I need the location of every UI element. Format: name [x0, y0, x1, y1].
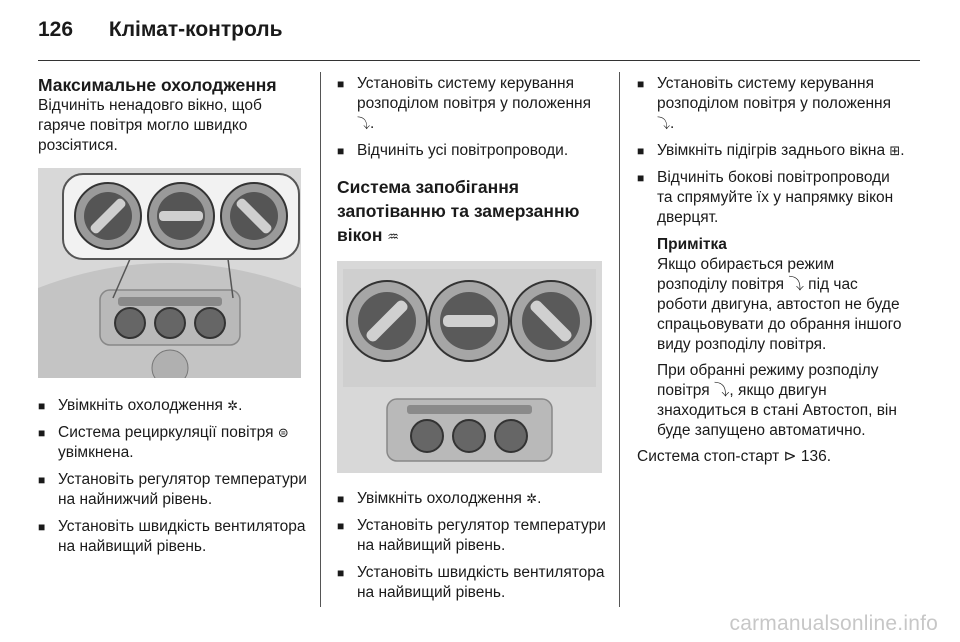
- page-number: 126: [38, 18, 74, 41]
- page-header: [38, 18, 283, 42]
- list-item: ■ Установіть регулятор температури на найвищий рівень.: [337, 516, 607, 556]
- list-item: ■ Установіть систему керування розподілом повітря у положення ⤵.: [637, 74, 905, 134]
- note-title: Примітка: [657, 236, 727, 253]
- intro-text: Відчиніть ненадовго вікно, щоб гаряче повітря могло швидко розсіятися.: [38, 97, 262, 154]
- column-divider: [619, 72, 620, 607]
- list-item: ■ Увімкніть підігрів заднього вікна ⊞.: [637, 141, 905, 161]
- list-item: ■ Увімкніть охолодження ✲.: [38, 396, 310, 416]
- column-2: [337, 74, 607, 610]
- column-divider: [320, 72, 321, 607]
- note-paragraph: При обранні режиму розподілу повітря ⤵, якщо двигун знаходиться в стані Автостоп, він буде запущено автоматично.: [657, 362, 897, 439]
- list-item: ■ Установіть швидкість вентилятора на найвищий рівень.: [38, 517, 310, 557]
- airflow-icon: ⤵: [657, 116, 671, 131]
- snowflake-icon: ✲: [526, 491, 538, 506]
- rear-window-heating-icon: ⊞: [889, 143, 901, 158]
- section-heading: Максимальне охолодження: [38, 75, 277, 95]
- note-block: [637, 235, 905, 441]
- list-item: ■ Відчиніть бокові повітропроводи та спрямуйте їх у напрямку вікон дверцят.: [637, 168, 905, 228]
- steps-list: [337, 74, 607, 161]
- list-item: ■ Установіть регулятор температури на найнижчий рівень.: [38, 470, 310, 510]
- note-paragraph: Якщо обирається режим розподілу повітря ⤵ під час роботи двигуна, автостоп не буде спрацьовувати до обрання іншого виду розподілу повітря.: [657, 256, 902, 353]
- snowflake-icon: ✲: [227, 398, 239, 413]
- climate-controls-figure: [337, 261, 602, 473]
- airflow-icon: ⤵: [357, 116, 371, 131]
- list-item: ■ Установіть систему керування розподілом повітря у положення ⤵.: [337, 74, 607, 134]
- windscreen-defrost-icon: ♒: [387, 229, 399, 244]
- list-item: ■ Система рециркуляції повітря ⊜ увімкнена.: [38, 423, 310, 463]
- header-rule: [38, 60, 920, 61]
- steps-list: [38, 396, 310, 557]
- recirculation-icon: ⊜: [277, 425, 289, 440]
- watermark: carmanualsonline.info: [729, 612, 938, 635]
- chapter-title: Клімат-контроль: [108, 18, 283, 41]
- cross-reference-link[interactable]: Система стоп-старт ⊳ 136.: [637, 448, 832, 465]
- list-item: ■ Увімкніть охолодження ✲.: [337, 489, 607, 509]
- list-item: ■ Відчиніть усі повітропроводи.: [337, 141, 607, 161]
- steps-list: [637, 74, 905, 228]
- section-heading: Система запобігання запотіванню та замерзанню вікон ♒: [337, 175, 607, 249]
- climate-panel-figure: [38, 168, 301, 378]
- column-1: [38, 74, 310, 564]
- column-3: [637, 74, 905, 473]
- steps-list: [337, 489, 607, 603]
- list-item: ■ Установіть швидкість вентилятора на найвищий рівень.: [337, 563, 607, 603]
